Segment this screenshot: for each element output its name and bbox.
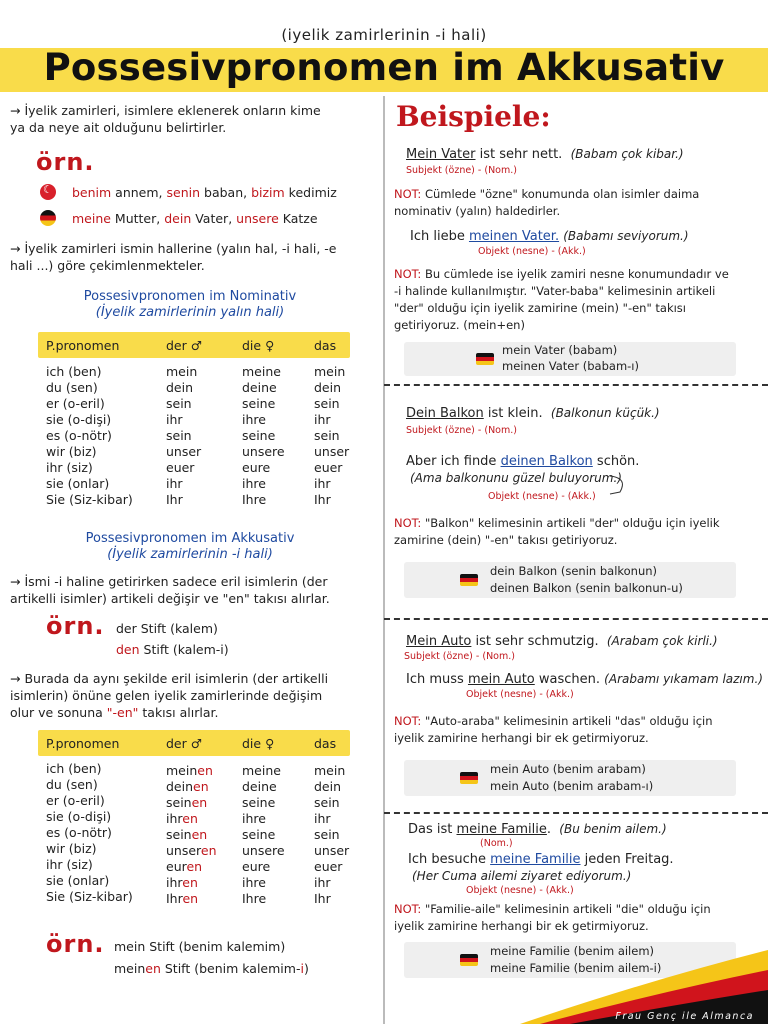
nom-der: mein (166, 364, 198, 379)
example2-note: NOT: "Balkon" kelimesinin artikeli "der" olduğu için iyelik zamirine (dein) "-en" takısı getiriyoruz. (394, 516, 720, 547)
objekt-label: Objekt (nesne) - (Akk.) (488, 491, 596, 502)
header-die: die ♀ (242, 338, 275, 353)
akkusativ-die-column (242, 763, 285, 907)
pronouns: sie (o-dişi) (46, 412, 112, 427)
pronouns: er (o-eril) (46, 396, 105, 411)
example3-note: NOT: "Auto-araba" kelimesinin artikeli "das" olduğu için iyelik zamirine herhangi bir ek getirmiyoruz. (394, 714, 713, 745)
objekt-label: Objekt (nesne) - (Akk.) (478, 246, 586, 257)
akk-das: Ihr (314, 891, 331, 906)
nom-die: eure (242, 460, 271, 475)
nom-der: euer (166, 460, 195, 475)
akk-der-cell: meinen (166, 763, 213, 778)
summary-akk: mein Auto (benim arabam-ı) (490, 779, 654, 793)
example3-summary-box (404, 760, 736, 796)
germany-flag-icon (40, 210, 56, 226)
akk-der-cell: euren (166, 859, 203, 874)
nom-das: ihr (314, 476, 331, 491)
example4-note: NOT: "Familie-aile" kelimesinin artikeli "die" olduğu için iyelik zamirine herhangi bir ek getirmiyoruz. (394, 902, 711, 933)
summary-akk: deinen Balkon (senin balkonun-u) (490, 581, 683, 595)
germany-flag-icon (460, 954, 478, 966)
subjekt-label: Subjekt (özne) - (Nom.) (406, 165, 517, 176)
header-pronomen: P.pronomen (46, 338, 120, 353)
nom-die: deine (242, 380, 277, 395)
pronouns: du (sen) (46, 380, 98, 395)
nominativ-das-column (314, 364, 349, 508)
nom-der: sein (166, 428, 192, 443)
stift-nom: der Stift (kalem) (116, 621, 218, 636)
footer-brand: Frau Genç ile Almanca (615, 1011, 754, 1022)
example2-sentence1: Dein Balkon ist klein. (Balkonun küçük.) (406, 406, 660, 421)
akk-das: sein (314, 795, 340, 810)
example-label: örn. (46, 930, 105, 958)
akk-der-cell: unseren (166, 843, 217, 858)
nominativ-subtitle: (İyelik zamirlerinin yalın hali) (95, 305, 285, 320)
summary-nom: mein Auto (benim arabam) (490, 762, 646, 776)
pronouns: ihr (siz) (46, 460, 93, 475)
example1-note2: NOT: Bu cümlede ise iyelik zamiri nesne konumundadır ve -i halinde kullanılmıştır. "Vater-baba" kelimesinin artikeli "der" olduğu için iyelik zamirine (mein) "-en" takısı getiriyoruz. (mein+en) (394, 267, 729, 332)
akk-die: deine (242, 779, 277, 794)
akkusativ-table-header (38, 730, 350, 756)
akk-das: sein (314, 827, 340, 842)
beispiele-heading: Beispiele: (396, 100, 551, 133)
germany-flag-icon (460, 574, 478, 586)
akkusativ-pronoun-column (46, 761, 133, 905)
intro4-line: → Burada da aynı şekilde eril isimlerin (der artikelli (10, 671, 329, 686)
intro4-line: olur ve sonuna "-en" takısı alırlar. (10, 705, 219, 720)
intro3-line: artikelli isimler) artikeli değişir ve "en" takısı alırlar. (10, 591, 330, 606)
nominativ-pronoun-column (46, 364, 133, 508)
example4-sentence1: Das ist meine Familie. (Bu benim ailem.) (408, 822, 667, 837)
pronouns: sie (onlar) (46, 476, 110, 491)
akkusativ-title: Possesivpronomen im Akkusativ (85, 531, 295, 546)
header-der: der ♂ (166, 338, 202, 353)
akk-das: unser (314, 843, 350, 858)
intro2-line: hali ...) göre çekimlenmekteler. (10, 258, 205, 273)
akk-der-cell: deinen (166, 779, 209, 794)
akk-das: euer (314, 859, 343, 874)
akk-der-cell: Ihren (166, 891, 199, 906)
germany-flag-icon (460, 772, 478, 784)
akk-der-cell: seinen (166, 795, 208, 810)
intro-paragraph-2 (10, 240, 337, 274)
nom-die: Ihre (242, 492, 267, 507)
akk-die: Ihre (242, 891, 267, 906)
example2-translation: (Ama balkonunu güzel buluyorum.) (410, 471, 622, 485)
akk-das: ihr (314, 875, 331, 890)
nom-die: seine (242, 396, 276, 411)
turkey-flag-icon (40, 184, 56, 200)
nom-der: ihr (166, 412, 183, 427)
akk-die: unsere (242, 843, 285, 858)
akkusativ-section-title (30, 531, 350, 563)
header-das: das (314, 736, 337, 751)
objekt-label: Objekt (nesne) - (Akk.) (466, 689, 574, 700)
akkusativ-der-column (166, 763, 217, 907)
objekt-label: Objekt (nesne) - (Akk.) (466, 885, 574, 896)
pronouns: ich (ben) (46, 364, 102, 379)
pronouns: Sie (Siz-kibar) (46, 492, 133, 507)
german-example: meine Mutter, dein Vater, unsere Katze (72, 211, 318, 226)
akk-die: ihre (242, 811, 266, 826)
nom-der: unser (166, 444, 202, 459)
nom-der: ihr (166, 476, 183, 491)
intro3-line: → İsmi -i haline getirirken sadece eril isimlerin (der (10, 574, 328, 589)
nominativ-table-header (38, 332, 350, 358)
example1-note1: NOT: Cümlede "özne" konumunda olan isimler daima nominativ (yalın) haldedirler. (394, 187, 700, 218)
akk-das: ihr (314, 811, 331, 826)
pronouns: er (o-eril) (46, 793, 105, 808)
akk-das: mein (314, 763, 346, 778)
nom-label: (Nom.) (480, 838, 513, 849)
akk-die: seine (242, 827, 276, 842)
akk-die: ihre (242, 875, 266, 890)
akk-die: eure (242, 859, 271, 874)
pronouns: Sie (Siz-kibar) (46, 889, 133, 904)
summary-akk: meine Familie (benim ailem-i) (490, 961, 662, 975)
header-die: die ♀ (242, 736, 275, 751)
section-separator (384, 618, 768, 620)
pronouns: sie (o-dişi) (46, 809, 112, 824)
nom-die: meine (242, 364, 281, 379)
example4-sentence2: Ich besuche meine Familie jeden Freitag. (408, 852, 674, 867)
nom-das: mein (314, 364, 346, 379)
nom-das: Ihr (314, 492, 331, 507)
akk-die: seine (242, 795, 276, 810)
intro1-line: → İyelik zamirleri, isimlere eklenerek onların kime (10, 103, 321, 118)
example3-sentence2: Ich muss mein Auto waschen. (Arabamı yıkamam lazım.) (406, 672, 763, 687)
stift-akk: den Stift (kalem-i) (116, 642, 229, 657)
nom-das: sein (314, 428, 340, 443)
akk-die: meine (242, 763, 281, 778)
nom-das: unser (314, 444, 350, 459)
header-der: der ♂ (166, 736, 202, 751)
stift-poss-akk: meinen Stift (benim kalemim-i) (114, 961, 309, 976)
turkish-example: benim annem, senin baban, bizim kedimiz (72, 185, 337, 200)
nominativ-die-column (242, 364, 285, 508)
summary-nom: dein Balkon (senin balkonun) (490, 564, 658, 578)
example1-sentence1: Mein Vater ist sehr nett. (Babam çok kibar.) (406, 147, 684, 162)
nom-die: unsere (242, 444, 285, 459)
pronouns: du (sen) (46, 777, 98, 792)
nom-das: euer (314, 460, 343, 475)
pronouns: ihr (siz) (46, 857, 93, 872)
example4-translation: (Her Cuma ailemi ziyaret ediyorum.) (412, 869, 632, 883)
page-subtitle: (iyelik zamirlerinin -i hali) (281, 26, 487, 44)
column-divider (383, 96, 385, 1024)
summary-nom: meine Familie (benim ailem) (490, 944, 655, 958)
nom-das: ihr (314, 412, 331, 427)
intro-paragraph-4 (10, 670, 328, 721)
intro-paragraph-3 (10, 573, 330, 607)
example3-sentence1: Mein Auto ist sehr schmutzig. (Arabam çok kirli.) (406, 634, 718, 649)
intro4-line: isimlerin) önüne gelen iyelik zamirlerinde değişim (10, 688, 323, 703)
summary-nom: mein Vater (babam) (502, 343, 618, 357)
pronouns: es (o-nötr) (46, 825, 112, 840)
header-das: das (314, 338, 337, 353)
subjekt-label: Subjekt (özne) - (Nom.) (406, 425, 517, 436)
nominativ-section-title (30, 289, 350, 321)
intro-paragraph-1 (10, 102, 321, 136)
nom-das: sein (314, 396, 340, 411)
pronouns: ich (ben) (46, 761, 102, 776)
nom-das: dein (314, 380, 342, 395)
pronouns: es (o-nötr) (46, 428, 112, 443)
example-label: örn. (36, 148, 95, 176)
intro1-line: ya da neye ait olduğunu belirtirler. (10, 120, 227, 135)
nom-die: ihre (242, 476, 266, 491)
stift-possessive-example (114, 938, 309, 977)
example1-summary-box (404, 342, 736, 376)
stift-poss-nom: mein Stift (benim kalemim) (114, 939, 286, 954)
nominativ-der-column (166, 364, 201, 508)
nom-der: sein (166, 396, 192, 411)
nom-der: dein (166, 380, 194, 395)
akkusativ-subtitle: (İyelik zamirlerinin -i hali) (107, 547, 273, 562)
summary-akk: meinen Vater (babam-ı) (502, 359, 639, 373)
akk-der-cell: ihren (166, 811, 198, 826)
intro2-line: → İyelik zamirleri ismin hallerine (yalın hal, -i hali, -e (10, 241, 337, 256)
section-separator (384, 384, 768, 386)
section-separator (384, 812, 768, 814)
header-pronomen: P.pronomen (46, 736, 120, 751)
example-label: örn. (46, 612, 105, 640)
akk-der-cell: ihren (166, 875, 198, 890)
germany-flag-stripes-decoration (500, 930, 768, 1024)
curved-arrow-icon (606, 472, 630, 498)
subjekt-label: Subjekt (özne) - (Nom.) (404, 651, 515, 662)
nom-der: Ihr (166, 492, 183, 507)
pronouns: sie (onlar) (46, 873, 110, 888)
pronouns: wir (biz) (46, 444, 97, 459)
akk-der-cell: seinen (166, 827, 208, 842)
example1-sentence2: Ich liebe meinen Vater. (Babamı seviyorum.) (410, 229, 689, 244)
stift-example (116, 620, 229, 658)
akkusativ-das-column (314, 763, 349, 907)
akk-das: dein (314, 779, 342, 794)
nom-die: ihre (242, 412, 266, 427)
nom-die: seine (242, 428, 276, 443)
germany-flag-icon (476, 353, 494, 365)
pronouns: wir (biz) (46, 841, 97, 856)
example2-sentence2: Aber ich finde deinen Balkon schön. (406, 454, 640, 469)
nominativ-title: Possesivpronomen im Nominativ (83, 289, 297, 304)
example2-summary-box (404, 562, 736, 598)
page-title: Possesivpronomen im Akkusativ (43, 46, 725, 89)
